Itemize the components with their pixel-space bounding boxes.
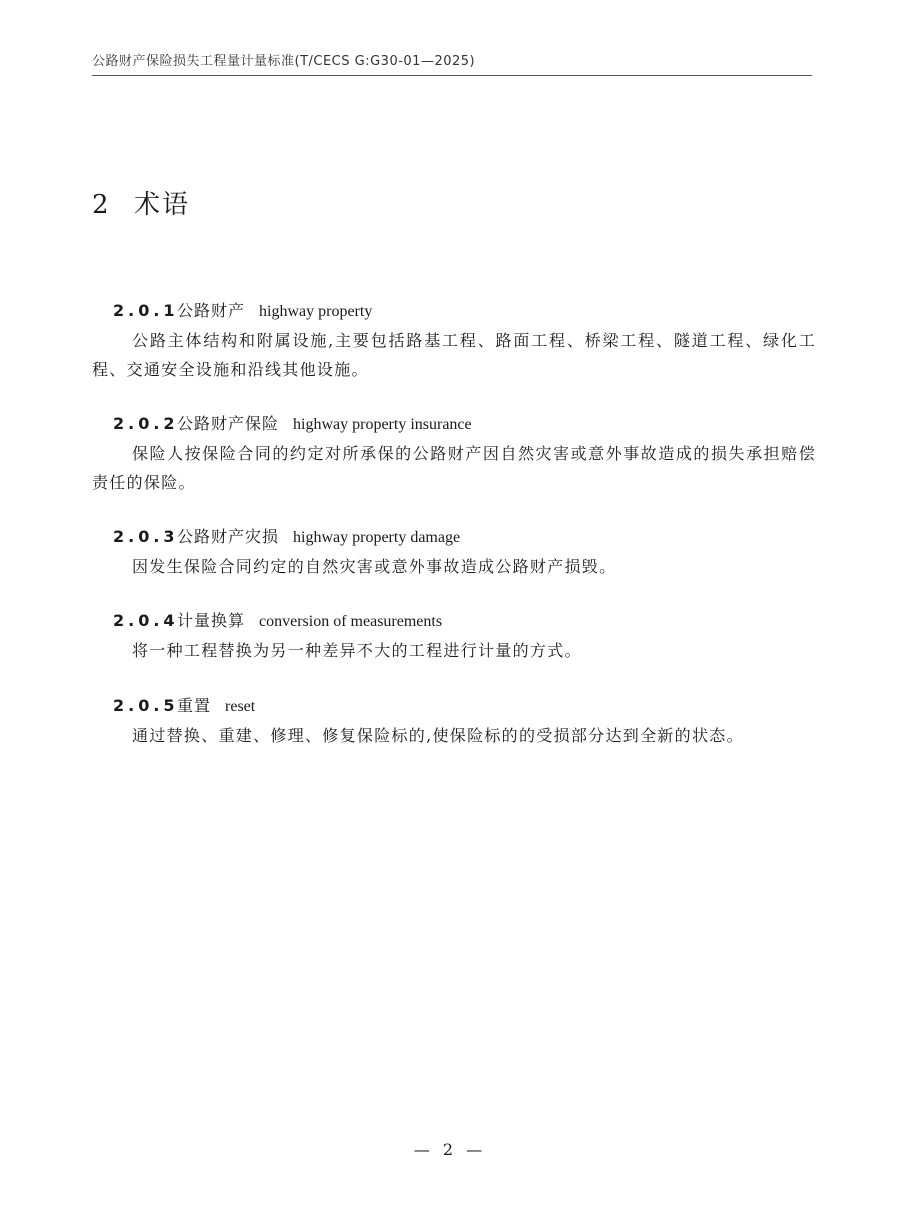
- term-english: highway property insurance: [293, 416, 472, 433]
- term-definition: 因发生保险合同约定的自然灾害或意外事故造成公路财产损毁。: [132, 557, 617, 576]
- chapter-title: [92, 184, 190, 221]
- term-definition: 公路主体结构和附属设施,主要包括路基工程、路面工程、桥梁工程、隧道工程、绿化工程、交通安全设施和沿线其他设施。: [92, 331, 816, 379]
- term-definition: 将一种工程替换为另一种差异不大的工程进行计量的方式。: [132, 641, 582, 660]
- term-chinese: 公路财产: [177, 301, 246, 320]
- chapter-name: 术语: [134, 190, 191, 220]
- term-head: [92, 691, 816, 721]
- term-chinese: 公路财产保险: [177, 414, 280, 433]
- term-english: highway property: [259, 303, 373, 320]
- clause-number: 2.0.3: [113, 527, 179, 546]
- term-head: [92, 409, 816, 439]
- term-entry: [92, 296, 816, 384]
- term-definition: 通过替换、重建、修理、修复保险标的,使保险标的的受损部分达到全新的状态。: [132, 726, 744, 745]
- term-head: [92, 606, 816, 636]
- term-chinese: 重置: [177, 696, 212, 715]
- term-chinese: 公路财产灾损: [177, 527, 280, 546]
- clause-number: 2.0.2: [113, 414, 179, 433]
- term-english: conversion of measurements: [259, 613, 443, 630]
- clause-number: 2.0.5: [113, 696, 179, 715]
- clause-number: 2.0.4: [113, 611, 179, 630]
- term-entry: [92, 606, 816, 665]
- chapter-number: 2: [92, 190, 111, 220]
- term-head: [92, 522, 816, 552]
- header-rule: [92, 75, 812, 76]
- clause-number: 2.0.1: [113, 301, 179, 320]
- page-number: — 2 —: [413, 1140, 487, 1159]
- term-english: highway property damage: [293, 529, 461, 546]
- term-entry: [92, 409, 816, 497]
- term-entry: [92, 691, 816, 750]
- term-head: [92, 296, 816, 326]
- term-definition: 保险人按保险合同的约定对所承保的公路财产因自然灾害或意外事故造成的损失承担赔偿责任的保险。: [92, 444, 816, 492]
- term-chinese: 计量换算: [177, 611, 246, 630]
- term-entry: [92, 522, 816, 581]
- term-english: reset: [225, 698, 256, 715]
- running-header: 公路财产保险损失工程量计量标准(T/CECS G:G30-01—2025): [92, 54, 476, 69]
